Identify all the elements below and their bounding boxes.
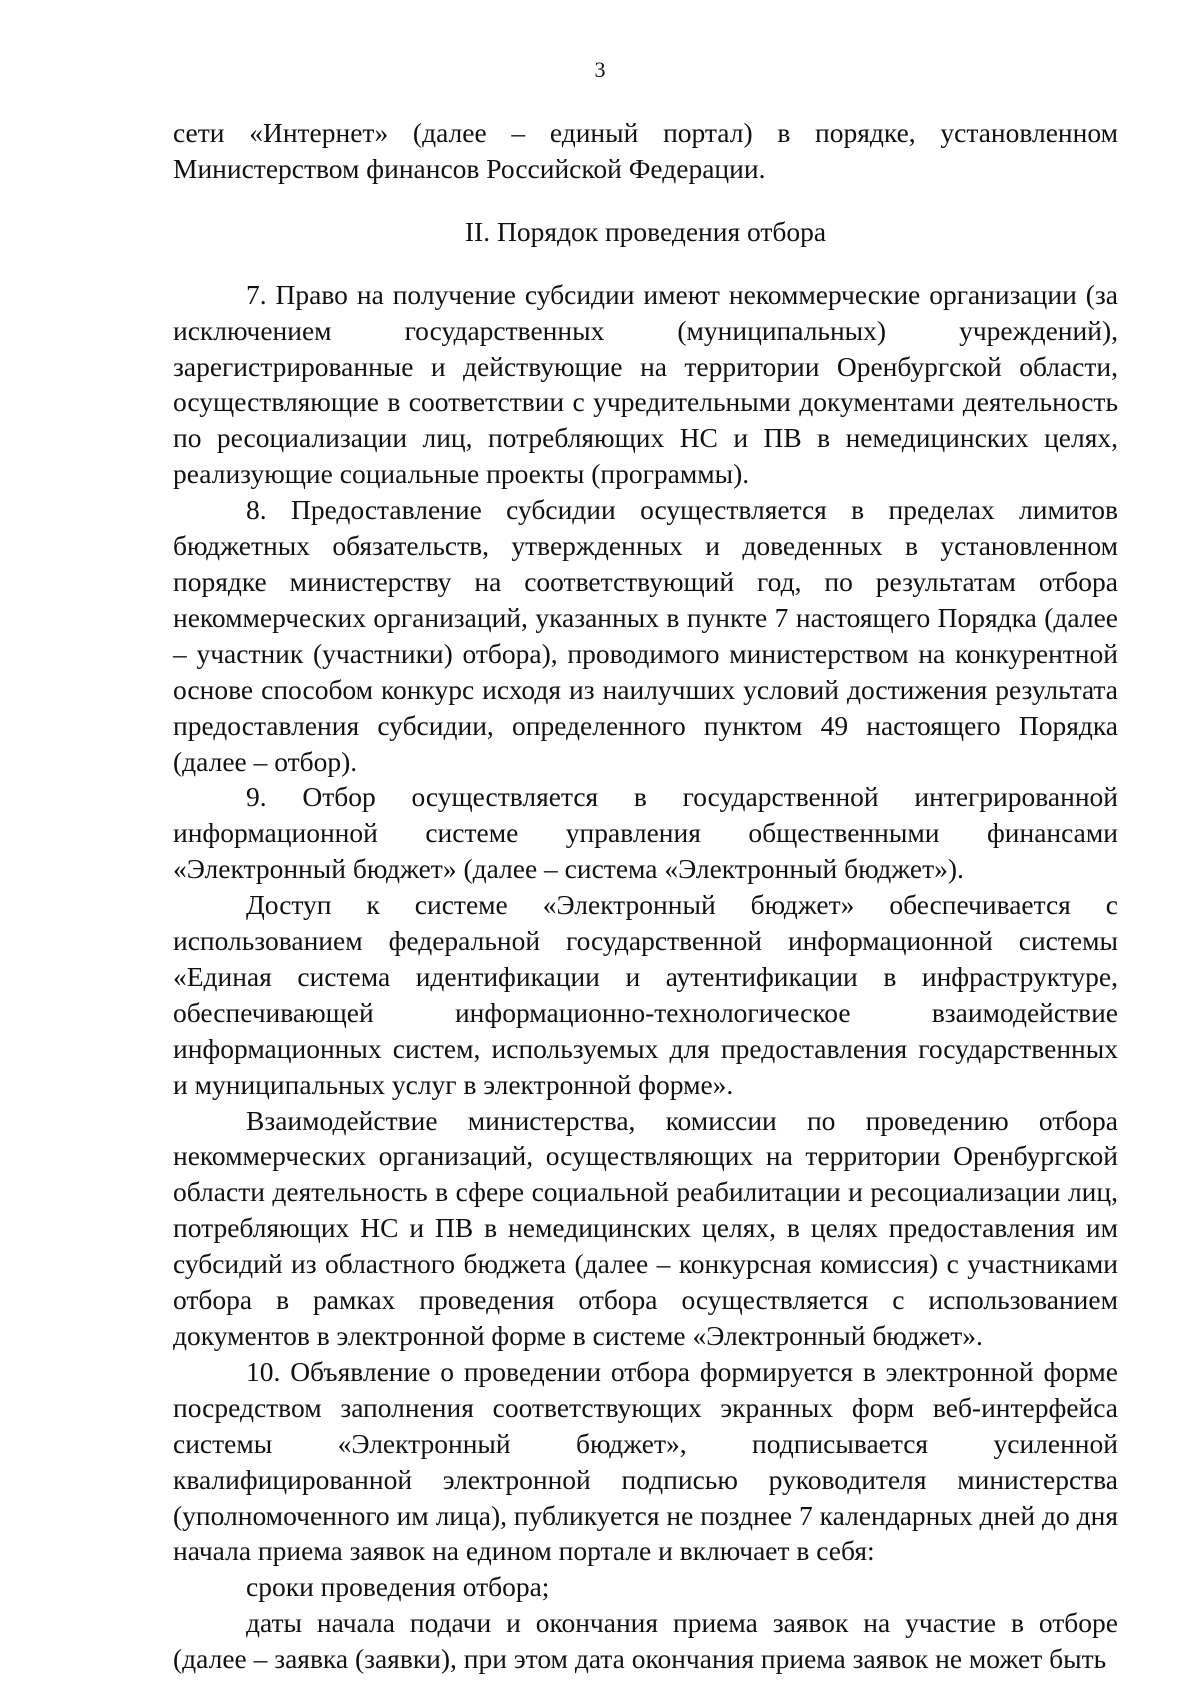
paragraph-8: 8. Предоставление субсидии осуществляется в пределах лимитов бюджетных обязательств, утвержденных и доведенных в установленном порядке министерству на соответствующий год, по результатам отбора некоммерческих организаций, указанных в пункте 7 настоящего Порядка (далее – участник (участники) отбора), проводимого министерством на конкурентной основе способом конкурс исходя из наилучших условий достижения результата предоставления субсидии, определенного пунктом 49 настоящего Порядка (далее – отбор).: [173, 494, 1118, 777]
paragraph-10-dates: даты начала подачи и окончания приема заявок на участие в отборе (далее – заявка (заявки), при этом дата окончания приема заявок не может быть: [173, 1607, 1118, 1675]
paragraph-7: 7. Право на получение субсидии имеют некоммерческие организации (за исключением государственных (муниципальных) учреждений), зарегистрированные и действующие на территории Оренбургской области, осуществляющие в соответствии с учредительными документами деятельность по ресоциализации лиц, потребляющих НС и ПВ в немедицинских целях, реализующие социальные проекты (программы).: [173, 278, 1118, 490]
paragraph-10: 10. Объявление о проведении отбора формируется в электронной форме посредством заполнения соответствующих экранных форм веб-интерфейса системы «Электронный бюджет», подписывается усиленной квалифицированной электронной подписью руководителя министерства (уполномоченного им лица), публикуется не позднее 7 календарных дней до дня начала приема заявок на едином портале и включает в себя:: [173, 1355, 1118, 1567]
paragraph-9-access: Доступ к системе «Электронный бюджет» обеспечивается с использованием федеральной государственной информационной системы «Единая система идентификации и аутентификации в инфраструктуре, обеспечивающей информационно-технологическое взаимодействие информационных систем, используемых для предоставления государственных и муниципальных услуг в электронной форме».: [173, 889, 1118, 1100]
document-body: [173, 115, 1118, 1677]
paragraph-10-deadlines: сроки проведения отбора;: [246, 1571, 550, 1603]
section-title: II. Порядок проведения отбора: [464, 215, 827, 247]
paragraph-intro-continuation: сети «Интернет» (далее – единый портал) в порядке, установленном Министерством финансов Российской Федерации.: [173, 117, 1118, 184]
page-number: 3: [594, 57, 606, 82]
paragraph-9: 9. Отбор осуществляется в государственной интегрированной информационной системе управления общественными финансами «Электронный бюджет» (далее – система «Электронный бюджет»).: [173, 781, 1118, 885]
paragraph-9-interaction: Взаимодействие министерства, комиссии по проведению отбора некоммерческих организаций, осуществляющих на территории Оренбургской области деятельность в сфере социальной реабилитации и ресоциализации лиц, потребляющих НС и ПВ в немедицинских целях, в целях предоставления им субсидий из областного бюджета (далее – конкурсная комиссия) с участниками отбора в рамках проведения отбора осуществляется с использованием документов в электронной форме в системе «Электронный бюджет».: [173, 1104, 1118, 1351]
